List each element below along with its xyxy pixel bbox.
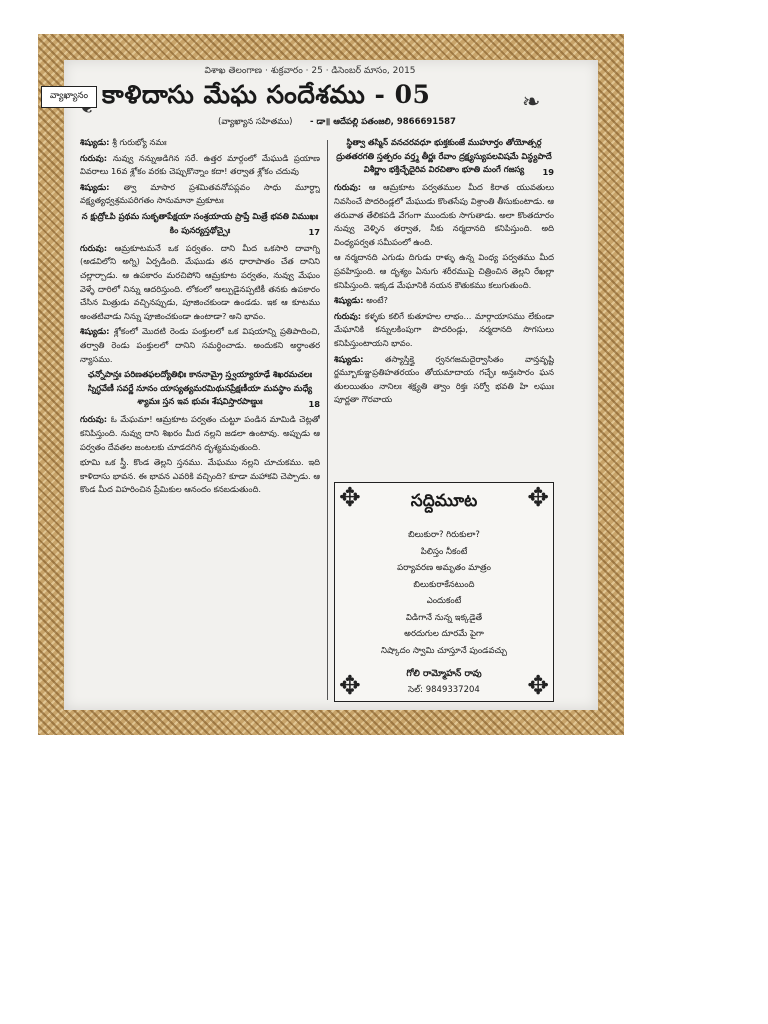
paragraph-text: ఆమ్రకూటమనే ఒక పర్వతం. దాని మీద ఒకసారి దావాగ్ని (అడవిలోని అగ్ని) ఏర్పడింది. మేఘుడు తన ధారాపాతం చేత దానిని చల్లార్చాడు. ఆ ఉపకారం మరచిపోని ఆమ్రకూట పర్వతం, నువ్వు మేఘం వెళ్ళే దారిలో నిన్ను ఆదరిస్తుంది. లోకంలో అల్పుడైనప్పటికీ తనకు ఉపకారం చేసిన మిత్రుడు వచ్చినప్పుడు, పూజించకుండా ఉండడు. ఇక ఆ కూటము అంతటివాడు నిన్ను పూజించకుండా ఉంటాడా? అని భావం. [80,242,320,321]
poet-name: గోలి రామ్మోహన్ రావు [406,669,482,679]
left-column [80,136,320,706]
dialogue-paragraph [334,353,554,407]
dialogue-paragraph [80,181,320,208]
poem-title: సద్దిమూట [410,491,478,511]
article-subtitle: (వ్యాఖ్యాన సహితము) [218,117,293,127]
corner-ornament-icon: ✥ [339,671,361,701]
dialogue-paragraph [334,181,554,249]
speaker-label: గురువు: [80,242,115,253]
paragraph-text: త్వా మాసార ప్రశమితవనోపప్లవం సాధు మూర్ధ్నా వక్ష్యత్యధ్వశ్రమపరిగతం సానుమానా మ్రకూటః [80,181,320,206]
speaker-label: శిష్యుడు: [80,181,124,192]
dialogue-paragraph [80,325,320,366]
poem-line: పర్యావరణ అమృతం మాత్రం [397,563,491,573]
dialogue-paragraph [334,294,554,308]
poem-line: బిలుకురా? గిరుకులా? [408,530,480,540]
paragraph-text: తస్యాస్తిక్తై ర్వనగజమదైర్వాసితం వాన్తవృష్టి ర్జమ్బూకుఞ్జప్రతిహతరయం తోయమాదాయ గచ్ఛేః అన్తఃసారం ఘన తులయితుం నానిలః శక్ష్యతి త్వాం రిక్తః సర్వో భవతి హి లఘుః పూర్ణతా గౌరవాయ [334,353,554,405]
speaker-label: శిష్యుడు: [80,326,114,337]
paragraph-text: నువ్వు నన్నుఅడిగిన సరే. ఉత్తర మార్గంలో మేఘుడి ప్రయాణ వివరాలు 16వ శ్లోకం వరకు చెప్పుకొన్నాం కదా! తర్వాత శ్లోకం చదువు [80,152,320,177]
column-divider [327,140,328,700]
speaker-label: శిష్యుడు: [80,137,113,147]
right-column [334,136,554,476]
poem-lines [347,527,541,659]
corner-ornament-icon: ✥ [527,483,549,513]
speaker-label: శిష్యుడు: [334,295,367,306]
dialogue-paragraph [80,242,320,324]
dialogue-paragraph [334,251,554,292]
author-byline: - డా॥ ఆదేపల్లి పతంజలి, 9866691587 [310,117,456,127]
poem-line: నిష్కాదం స్వామి చూస్తూనే పుండవచ్చు [381,645,507,656]
sloka-verse: స్థిత్వా తస్మిన్ వనచరవధూ భుక్తకుంజే ముహూర్తం తోయోత్సర్గ ద్రుతతరగతి స్తత్పరం వర్త్మ తీర్ణః రేవాం ద్రక్ష్యస్యుపలవిషమే విన్ధ్యపాదే విశీర్ణాం భక్తిచ్ఛేదైరివ విరచితాం భూతి మంగే గజస్య [336,137,552,175]
poem-line: ఎందుకంటే [426,596,462,606]
speaker-label: శిష్యుడు: [334,353,386,364]
dialogue-paragraph [80,152,320,179]
dialogue-paragraph [334,310,554,351]
paragraph-text: ఓ మేఘమా! ఆమ్రకూట పర్వతం చుట్టూ పండిన మామిడి చెట్లతో కనిపిస్తుంది. నువ్వు దాని శిఖరం మీద నల్లని జడలా ఉంటావు. అప్పుడు ఆ పర్వతం దేవతల జంటలకు చూడదగిన దృశ్యమవుతుంది. [80,414,320,452]
verse-number: 19 [542,166,554,177]
speaker-label: గురువు: [80,414,111,425]
poem-line: అరదుగుల దూరమే పైగా [404,629,484,639]
verse-number: 18 [308,398,320,409]
dialogue-paragraph [80,413,320,454]
dateline: విశాఖ తెలంగాణ · శుక్రవారం · 25 · డిసెంబర్ మాసం, 2015 [204,66,416,76]
paragraph-text: కళ్ళకు కలిగే కుతూహల లాభం... మార్గాయాసము లేకుండా మేఘానికి కన్నులకింపుగా పొదరిండ్లు, నర్మదానది సొగసులు కనిపిస్తుంటాయని భావం. [334,310,554,348]
paragraph-text: అంటే? [366,295,388,306]
poem-line: పిలిస్తం నీకంటే [420,546,468,557]
article-title: కాళిదాసు మేఘ సందేశము - 05 [102,80,431,109]
paragraph-text: భూమి ఒక స్త్రీ. కొండ తెల్లని స్తనము. మేఘము నల్లని చూచుకము. ఇది కాళిదాసు భావన. ఈ భావన ఎవరికి వచ్చింది? కూడా మహాకవి చెప్పాడు. ఆ కొండ మీద విహరించిన ప్రేమికుల ఆనందం కనబడుతుంది. [80,457,320,495]
sloka-verse: ఛన్నోపాన్తః పరిణతఫలద్యోతిభిః కాననామ్రై స్త్వయ్యారూఢే శిఖరమచలః స్నిగ్ధవేణీ సవర్ణే నూనం యాస్యత్యమరమిథునప్రేక్షణీయా మవస్థాం మధ్యే శ్యామః స్తన ఇవ భువః శేషవిస్తారపాణ్డుః [87,369,313,407]
corner-ornament-icon: ✥ [339,483,361,513]
ornament-right-icon: ❧ [522,90,541,115]
dialogue-paragraph [80,456,320,497]
dialogue-paragraph [80,136,320,150]
speaker-label: గురువు: [80,152,113,163]
poet-phone: సెల్: 9849337204 [408,685,480,695]
paragraph-text: శ్రీ గురుభ్యో నమః [112,137,167,147]
sloka-verse: న క్షుద్రోఽపి ప్రథమ సుకృతాపేక్షయా సంశ్రయాయ ప్రాప్తే మిత్రే భవతి విముఖః కిం పునర్యస్తథోచ్చైః [81,210,319,235]
paragraph-text: ఆ ఆమ్రకూట పర్వతముల మీద కిరాత యువతులు నివసించే పొదరిండ్లలో మేఘుడు కొంతసేపు విశ్రాంతి తీసుకుంటాడు. ఆ తరువాత తేలికపడి వేగంగా ముందుకు సాగుతాడు. అలా కొంతదూరం నువ్వు వెళ్ళిన తర్వాత, నీకు నర్మదానది కనిపిస్తుంది. అది వింధ్యపర్వత సమీపంలో ఉంది. [334,182,554,247]
paragraph-text: ఆ నర్మదానది ఎగుడు దిగుడు రాళ్ళు ఉన్న వింధ్య పర్వతము మీద ప్రవహిస్తుంది. ఆ దృశ్యం ఏనుగు శరీరముపై చిత్రించిన తెల్లని రేఖల్లా కనిపిస్తుంది. ఇక్కడ మేఘానికి నయన కౌతుకము కలుగుతుంది. [334,252,554,290]
poem-line: బిలుకురాకేనటుంది [413,579,475,590]
poem-box [334,482,554,702]
paragraph-text: శ్లోకంలో మొదటి రెండు పంక్తులలో ఒక విషయాన్ని ప్రతిపాదించి, తర్వాతి రెండు పంక్తులలో దానిని సమర్థించాడు. అందుకని అర్థాంతర న్యాసము. [80,326,320,364]
speaker-label: గురువు: [334,182,369,193]
verse-number: 17 [308,227,320,238]
speaker-label: గురువు: [334,310,365,321]
section-tag: వ్యాఖ్యానం [41,86,97,108]
corner-ornament-icon: ✥ [527,671,549,701]
poem-line: విడిగానే నున్న ఇక్కడైతే [405,612,483,623]
